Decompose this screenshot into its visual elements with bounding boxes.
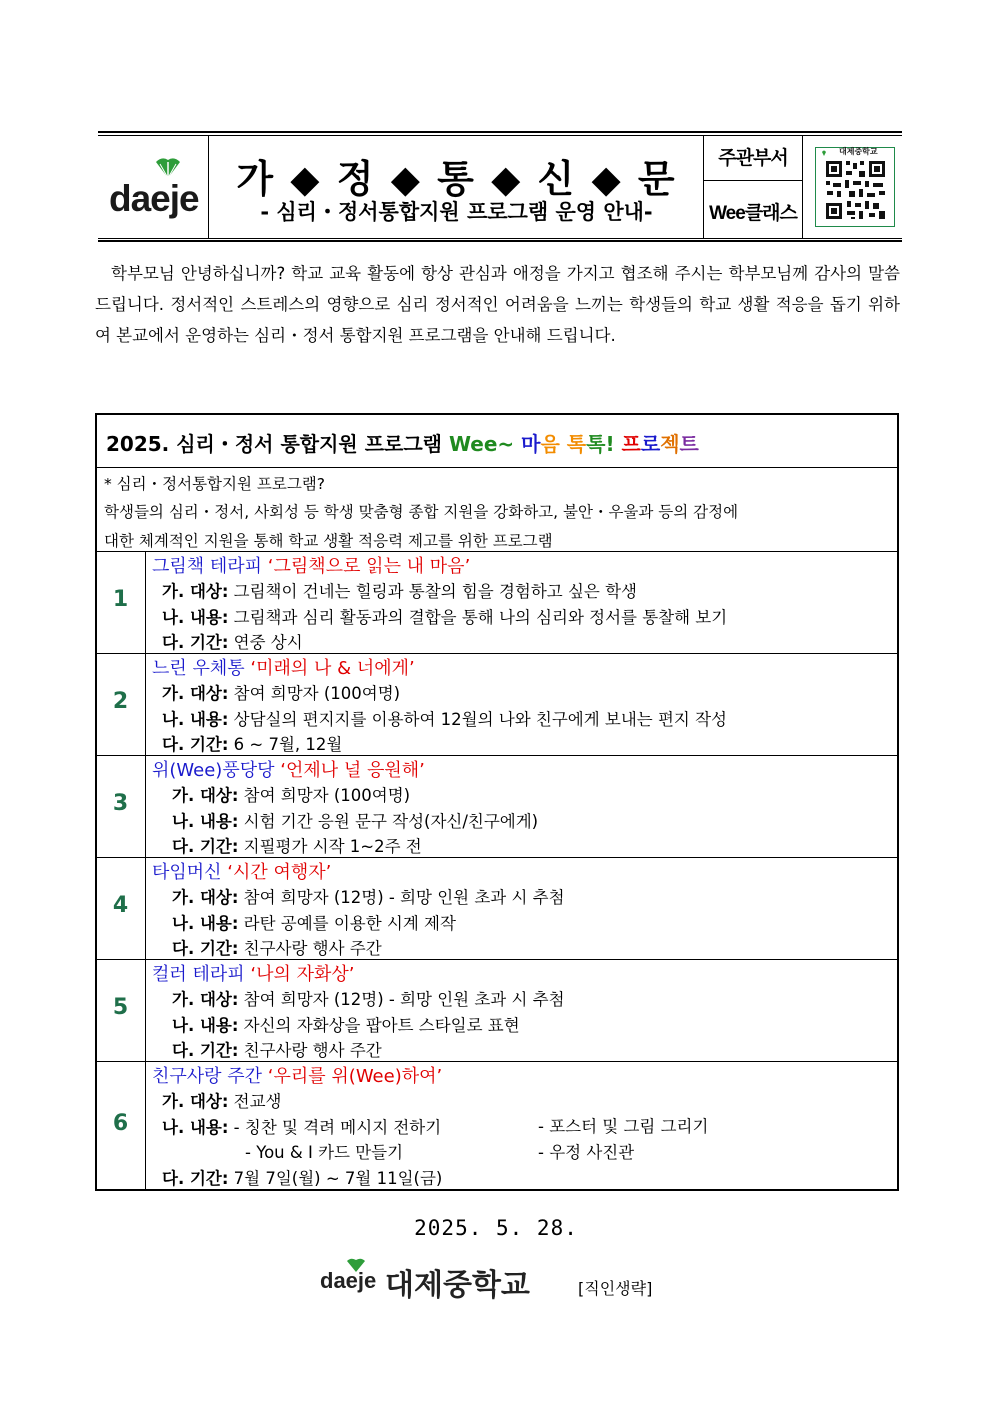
program-title-char: 젝: [660, 432, 680, 456]
item-label: 나. 내용:: [172, 913, 239, 933]
program-title-char: [615, 432, 622, 456]
qr-code-icon: [815, 147, 895, 227]
program-name: 타임머신: [152, 862, 222, 883]
table-divider: [145, 1061, 146, 1191]
item-text: 참여 희망자 (100여명): [238, 786, 411, 805]
item-label: 가. 대상:: [172, 786, 239, 805]
row-number: 6: [112, 1111, 129, 1136]
item-text: 7월 7일(월) ~ 7월 11일(금): [228, 1168, 443, 1188]
row-item: [172, 808, 538, 832]
row-item: [162, 1114, 441, 1138]
item-text: 참여 희망자 (100여명): [228, 684, 401, 703]
program-quote: ‘언제나 널 응원해’: [280, 760, 425, 781]
item-label: 다. 기간:: [172, 1041, 239, 1060]
row-title: [152, 960, 355, 986]
row-item: [162, 629, 303, 653]
table-divider: [145, 653, 146, 755]
desc-heading: * 심리・정서통합지원 프로그램?: [104, 475, 326, 493]
item-label: 가. 대상:: [162, 1092, 229, 1111]
footer-logo-text: daeje: [320, 1268, 377, 1293]
row-item: [245, 1139, 403, 1163]
program-title-wee: Wee~: [448, 432, 522, 456]
row-item: [172, 833, 422, 857]
row-item: [162, 1088, 282, 1112]
header-top-border-inner: [98, 135, 902, 136]
seal-note: [직인생략]: [578, 1279, 653, 1298]
item-text: 참여 희망자 (12명) - 희망 인원 초과 시 추첨: [238, 888, 565, 907]
item-text: 참여 희망자 (12명) - 희망 인원 초과 시 추첨: [238, 990, 565, 1009]
row-number: 3: [112, 791, 129, 816]
row-title: [152, 756, 425, 782]
item-label: 다. 기간:: [172, 939, 239, 958]
program-title-char: 프: [621, 432, 641, 456]
row-item: [172, 1037, 382, 1061]
issue-date: 2025. 5. 28.: [414, 1216, 578, 1240]
item-text: 그림책과 심리 활동과의 결합을 통해 나의 심리와 정서를 통찰해 보기: [228, 607, 728, 627]
row-number: 1: [112, 587, 129, 612]
item-label: 나. 내용:: [162, 1117, 229, 1137]
program-title-char: 톡: [566, 432, 587, 456]
item-label: 다. 기간:: [162, 1168, 229, 1188]
item-label: 가. 대상:: [172, 888, 239, 907]
item-text: 라탄 공예를 이용한 시계 제작: [238, 913, 456, 933]
table-divider: [145, 551, 146, 653]
item-text: 친구사랑 행사 주간: [238, 939, 382, 958]
row-item: [162, 731, 342, 755]
program-title-char: 트: [679, 432, 699, 456]
program-title-char: 음: [540, 432, 560, 456]
program-title-char: !: [605, 432, 615, 456]
row-item: [162, 604, 727, 628]
row-number: 2: [112, 689, 129, 714]
row-item: [172, 1012, 520, 1036]
table-divider: [96, 467, 899, 468]
header-bottom-border-inner: [98, 238, 902, 239]
row-number: 4: [112, 893, 129, 918]
qr-code[interactable]: [815, 147, 895, 227]
row-title: [152, 552, 470, 578]
header-divider: [802, 135, 803, 239]
program-name: 위(Wee)풍당당: [152, 760, 275, 781]
row-item: [172, 884, 565, 908]
header-bottom-border: [98, 240, 902, 242]
item-text: 상담실의 편지지를 이용하여 12월의 나와 친구에게 보내는 편지 작성: [228, 709, 727, 729]
item-text: 시험 기간 응원 문구 작성(자신/친구에게): [238, 811, 539, 831]
qr-caption: 대제중학교: [839, 147, 878, 156]
item-text: 지필평가 시작 1~2주 전: [238, 837, 422, 856]
program-name: 느린 우체통: [152, 658, 245, 679]
program-name: 친구사랑 주간: [152, 1066, 263, 1087]
row-item: [162, 578, 637, 602]
item-label: 가. 대상:: [162, 582, 229, 601]
item-label: 다. 기간:: [162, 735, 229, 754]
dept-value: Wee클래스: [709, 203, 797, 224]
program-title: [106, 428, 699, 457]
item-text: 그림책이 건네는 힐링과 통찰의 힘을 경험하고 싶은 학생: [228, 582, 637, 601]
program-quote: ‘시간 여행자’: [227, 862, 332, 883]
item-text: 6 ~ 7월, 12월: [228, 735, 343, 754]
row-item: [172, 910, 456, 934]
dept-label: 주관부서: [718, 148, 788, 169]
page-subtitle: - 심리・정서통합지원 프로그램 운영 안내-: [260, 200, 653, 224]
row-number: 5: [112, 995, 129, 1020]
program-title-char: 마: [521, 432, 541, 456]
item-label: 나. 내용:: [162, 709, 229, 729]
row-item-extra: - 우정 사진관: [538, 1142, 635, 1162]
item-text: 자신의 자화상을 팝아트 스타일로 표현: [238, 1015, 520, 1035]
table-divider: [145, 857, 146, 959]
program-quote: ‘미래의 나 & 너에게’: [250, 658, 415, 679]
item-label: 가. 대상:: [162, 684, 229, 703]
row-item: [162, 680, 400, 704]
row-title: [152, 654, 415, 680]
program-title-char: [560, 432, 567, 456]
item-text: 전교생: [228, 1092, 282, 1111]
intro-paragraph: 학부모님 안녕하십니까? 학교 교육 활동에 항상 관심과 애정을 가지고 협조해 주시는 학부모님께 감사의 말씀드립니다. 정서적인 스트레스의 영향으로 심리 정서적인 어려움을 느끼는 학생들의 학교 생활 적응을 돕기 위하여 본교에서 운영하는 심리・정서 통합지원 프로그램을 안내해 드립니다.: [95, 264, 900, 345]
row-title: [152, 858, 331, 884]
row-item: [162, 1165, 442, 1189]
program-title-char: 로: [640, 432, 661, 456]
item-text: 친구사랑 행사 주간: [238, 1041, 382, 1060]
ginkgo-leaf-icon: [148, 156, 188, 180]
header-cell-divider: [703, 180, 803, 181]
program-title-prefix: 2025. 심리・정서 통합지원 프로그램: [106, 432, 449, 456]
item-label: 가. 대상:: [172, 990, 239, 1009]
table-divider: [145, 959, 146, 1061]
header-top-border: [98, 131, 902, 133]
program-quote: ‘우리를 위(Wee)하여’: [267, 1066, 443, 1087]
item-label: 나. 내용:: [172, 811, 239, 831]
program-quote: ‘나의 자화상’: [250, 964, 355, 985]
program-quote: ‘그림책으로 읽는 내 마음’: [267, 556, 471, 577]
header-divider: [208, 135, 209, 239]
item-label: 나. 내용:: [162, 607, 229, 627]
row-title: [152, 1062, 442, 1088]
program-title-colored: [521, 432, 699, 456]
row-item-extra: - 포스터 및 그림 그리기: [538, 1117, 709, 1136]
item-text: 연중 상시: [228, 633, 303, 652]
program-name: 그림책 테라피: [152, 556, 263, 577]
school-name: 대제중학교: [385, 1269, 530, 1302]
item-label: 나. 내용:: [172, 1015, 239, 1035]
desc-line: 대한 체계적인 지원을 통해 학교 생활 적응력 제고를 위한 프로그램: [104, 532, 553, 550]
program-title-char: 톡: [586, 432, 606, 456]
program-name: 컬러 테라피: [152, 964, 245, 985]
item-text: - You & I 카드 만들기: [245, 1143, 404, 1162]
item-text: - 칭찬 및 격려 메시지 전하기: [228, 1117, 442, 1137]
row-item: [172, 986, 565, 1010]
page-title: 가 ◆ 정 ◆ 통 ◆ 신 ◆ 문: [236, 157, 677, 201]
row-item: [162, 706, 727, 730]
item-label: 다. 기간:: [162, 633, 229, 652]
row-item: [172, 935, 382, 959]
table-divider: [145, 755, 146, 857]
row-item: [172, 782, 410, 806]
item-label: 다. 기간:: [172, 837, 239, 856]
desc-line: 학생들의 심리・정서, 사회성 등 학생 맞춤형 종합 지원을 강화하고, 불안・우울과 등의 감정에: [104, 503, 739, 521]
logo-text: daeje: [109, 178, 199, 219]
